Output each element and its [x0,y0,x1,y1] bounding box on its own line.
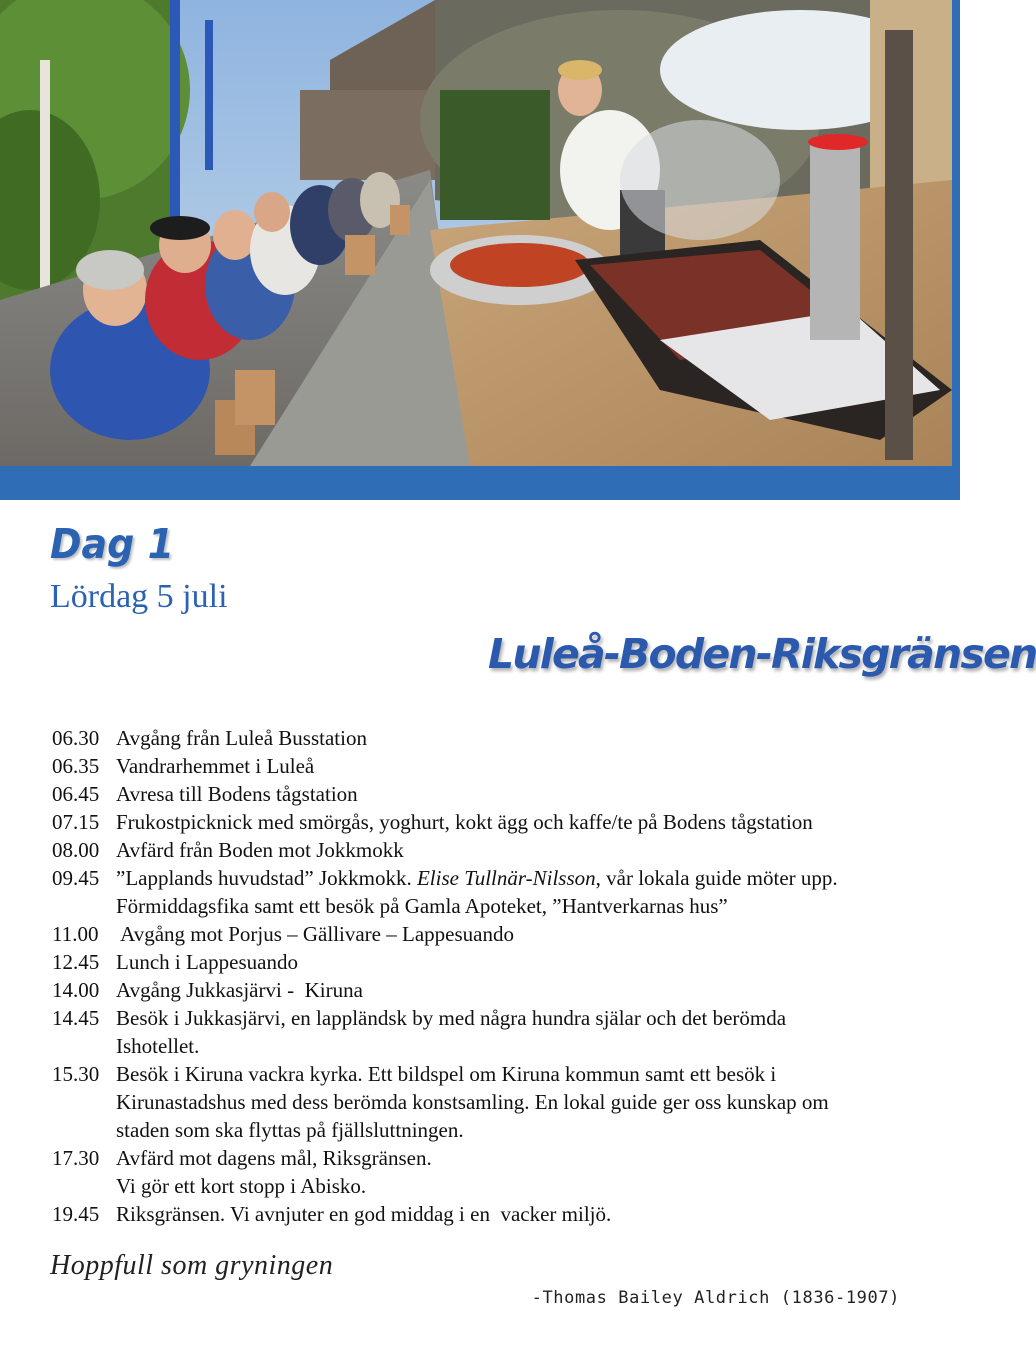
schedule-entry [52,836,912,864]
entry-time: 17.30 [52,1146,100,1170]
outdoor-picnic-photo [0,0,952,466]
entry-text: Riksgränsen. Vi avnjuter en god middag i en vacker miljö. [116,1202,612,1226]
schedule-entry [52,1200,912,1228]
photo-band [0,0,960,500]
schedule-entry [52,1004,912,1032]
entry-continuation: Ishotellet. [116,1034,200,1058]
entry-text: Vandrarhemmet i Luleå [116,754,315,778]
entry-time: 08.00 [52,838,100,862]
entry-text-start: ”Lapplands huvudstad” Jokkmokk. [116,866,417,890]
quote-author: -Thomas Bailey Aldrich (1836-1907) [531,1288,900,1308]
entry-text: Besök i Jukkasjärvi, en lappländsk by med några hundra själar och det berömda [116,1006,787,1030]
day-title: Dag 1 [50,520,175,568]
blue-frame-right [952,0,960,500]
entry-text: Avgång från Luleå Busstation [116,726,367,750]
entry-time: 07.15 [52,810,100,834]
entry-text-end: , vår lokala guide möter upp. [595,866,838,890]
entry-time: 14.00 [52,978,100,1002]
schedule-list [52,724,912,1228]
schedule-entry [52,864,912,892]
quote-text: Hoppfull som gryningen [50,1250,334,1281]
entry-continuation: Förmiddagsfika samt ett besök på Gamla Apoteket, ”Hantverkarnas hus” [116,894,728,918]
schedule-entry [52,808,912,836]
entry-time: 06.35 [52,754,100,778]
entry-text: Avgång mot Porjus – Gällivare – Lappesuando [116,922,514,946]
entry-time: 06.30 [52,726,100,750]
entry-text [116,864,912,892]
schedule-entry [52,1060,912,1088]
entry-continuation: Vi gör ett kort stopp i Abisko. [116,1174,367,1198]
schedule-entry [52,752,912,780]
entry-continuation: Kirunastadshus med dess berömda konstsamling. En lokal guide ger oss kunskap om [116,1090,829,1114]
day-date: Lördag 5 juli [50,578,228,615]
entry-time: 14.45 [52,1006,100,1030]
entry-text: Avgång Jukkasjärvi - Kiruna [116,978,363,1002]
entry-text: Avfärd från Boden mot Jokkmokk [116,838,404,862]
entry-continuation: staden som ska flyttas på fjällsluttningen. [116,1118,464,1142]
entry-text: Avresa till Bodens tågstation [116,782,358,806]
entry-time: 11.00 [52,922,99,946]
guide-name: Elise Tullnär-Nilsson [416,866,596,890]
entry-text: Frukostpicknick med smörgås, yoghurt, kokt ägg och kaffe/te på Bodens tågstation [116,810,813,834]
entry-text: Lunch i Lappesuando [116,950,298,974]
entry-text: Besök i Kiruna vackra kyrka. Ett bildspel om Kiruna kommun samt ett besök i [116,1062,777,1086]
schedule-entry [52,724,912,752]
entry-time: 09.45 [52,866,100,890]
photo-icon [0,0,952,466]
schedule-entry [52,780,912,808]
entry-time: 15.30 [52,1062,100,1086]
blue-frame-bottom [0,466,960,500]
entry-time: 12.45 [52,950,100,974]
route-title: Luleå-Boden-Riksgränsen [488,630,1036,678]
schedule-entry [52,920,912,948]
entry-text: Avfärd mot dagens mål, Riksgränsen. [116,1146,432,1170]
schedule-entry [52,948,912,976]
schedule-entry [52,1144,912,1172]
schedule-entry [52,976,912,1004]
entry-time: 06.45 [52,782,100,806]
entry-time: 19.45 [52,1202,100,1226]
